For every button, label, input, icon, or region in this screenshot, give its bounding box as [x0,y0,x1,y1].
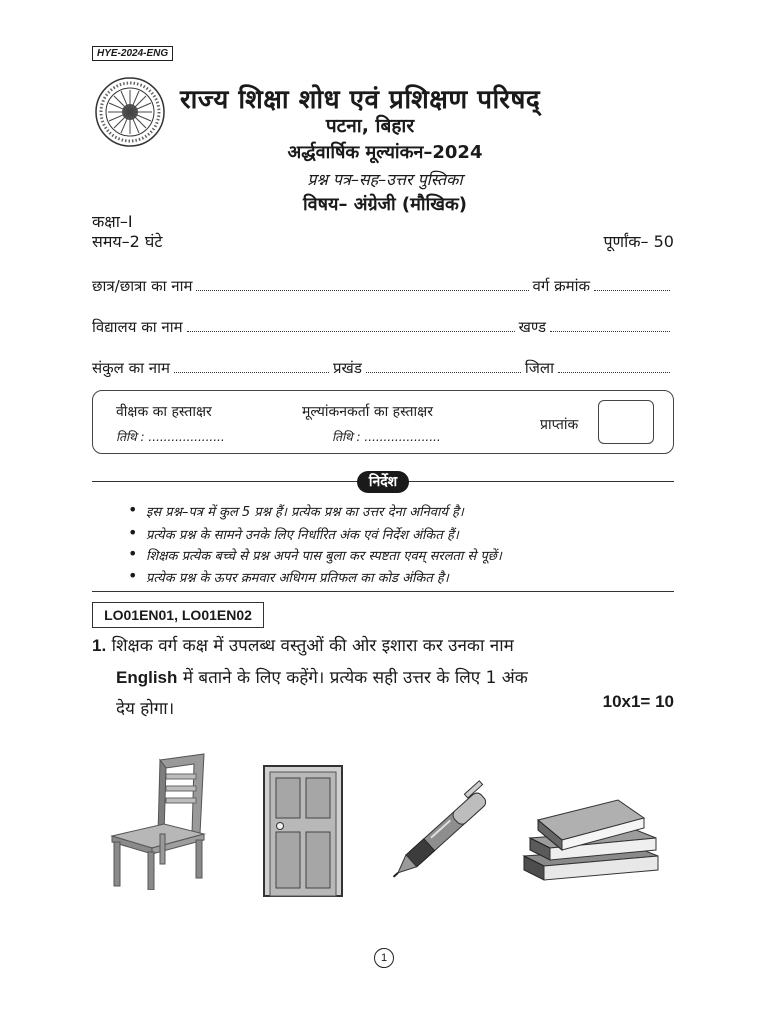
marks-obtained-label: प्राप्तांक [540,417,579,433]
student-name-label: छात्र/छात्रा का नाम [92,277,193,295]
chair-icon [108,750,214,890]
instruction-item: • शिक्षक प्रत्येक बच्चे से प्रश्न अपने पास बुला कर स्पष्टता एवम् सरलता से पूछें। [146,546,502,564]
door-icon [262,764,344,898]
khand-field[interactable] [550,330,670,332]
question-1-text-c: देय होगा। [116,699,175,719]
roll-no-field[interactable] [594,289,670,291]
question-1-text-a: शिक्षक वर्ग कक्ष में उपलब्ध वस्तुओं की ओर इशारा कर उनका नाम [111,636,514,656]
question-1-marks: 10x1= 10 [602,692,674,711]
student-name-row [92,276,674,296]
school-name-row [92,317,674,337]
evaluator-date[interactable]: तिथि : .................... [332,430,441,444]
cluster-name-field[interactable] [174,371,329,373]
marks-obtained-box[interactable] [598,400,654,444]
question-1 [92,630,674,725]
invigilator-date[interactable]: तिथि : .................... [116,430,225,444]
school-name-label: विद्यालय का नाम [92,318,183,336]
class-label: कक्षा–I [92,212,133,231]
prakhand-field[interactable] [366,371,521,373]
instructions-heading: निर्देश [357,471,409,493]
time-label: समय–2 घंटे [92,232,163,251]
pen-icon [388,768,512,884]
student-name-field[interactable] [196,289,528,291]
evaluator-signature-label: मूल्यांकनकर्ता का हस्ताक्षर [302,404,433,420]
question-1-english-word: English [116,668,178,687]
school-name-field[interactable] [187,330,515,332]
instruction-item: • प्रत्येक प्रश्न के ऊपर क्रमवार अधिगम प्रतिफल का कोड अंकित है। [146,568,449,586]
instruction-item: • प्रत्येक प्रश्न के सामने उनके लिए निर्धारित अंक एवं निर्देश अंकित हैं। [146,525,459,543]
roll-no-label: वर्ग क्रमांक [532,277,590,295]
page-number: 1 [374,948,394,968]
invigilator-signature-label: वीक्षक का हस्ताक्षर [116,404,212,420]
scert-seal-icon [94,76,166,148]
cluster-name-label: संकुल का नाम [92,359,170,377]
question-1-text-b: में बताने के लिए कहेंगे। प्रत्येक सही उत्तर के लिए 1 अंक [182,668,528,688]
full-marks: पूर्णांक– 50 [603,232,674,251]
district-label: जिला [524,359,554,377]
cluster-row [92,358,674,378]
books-icon [518,790,664,884]
instructions-divider-bottom [92,591,674,592]
instruction-item: • इस प्रश्न–पत्र में कुल 5 प्रश्न हैं। प्रत्येक प्रश्न का उत्तर देना अनिवार्य है। [146,502,464,520]
question-number: 1. [92,636,107,655]
prakhand-label: प्रखंड [333,359,362,377]
booklet-label: प्रश्न पत्र–सह–उत्तर पुस्तिका [307,170,463,189]
district-field[interactable] [558,371,670,373]
organization-name: राज्य शिक्षा शोध एवं प्रशिक्षण परिषद् [180,85,541,115]
khand-label: खण्ड [518,318,546,336]
exam-title: अर्द्धवार्षिक मूल्यांकन–2024 [287,142,483,163]
city-state: पटना, बिहार [325,115,415,137]
learning-outcome-codes: LO01EN01, LO01EN02 [92,602,264,628]
subject-label: विषय– अंग्रेजी (मौखिक) [302,194,468,215]
paper-code: HYE-2024-ENG [92,46,173,61]
